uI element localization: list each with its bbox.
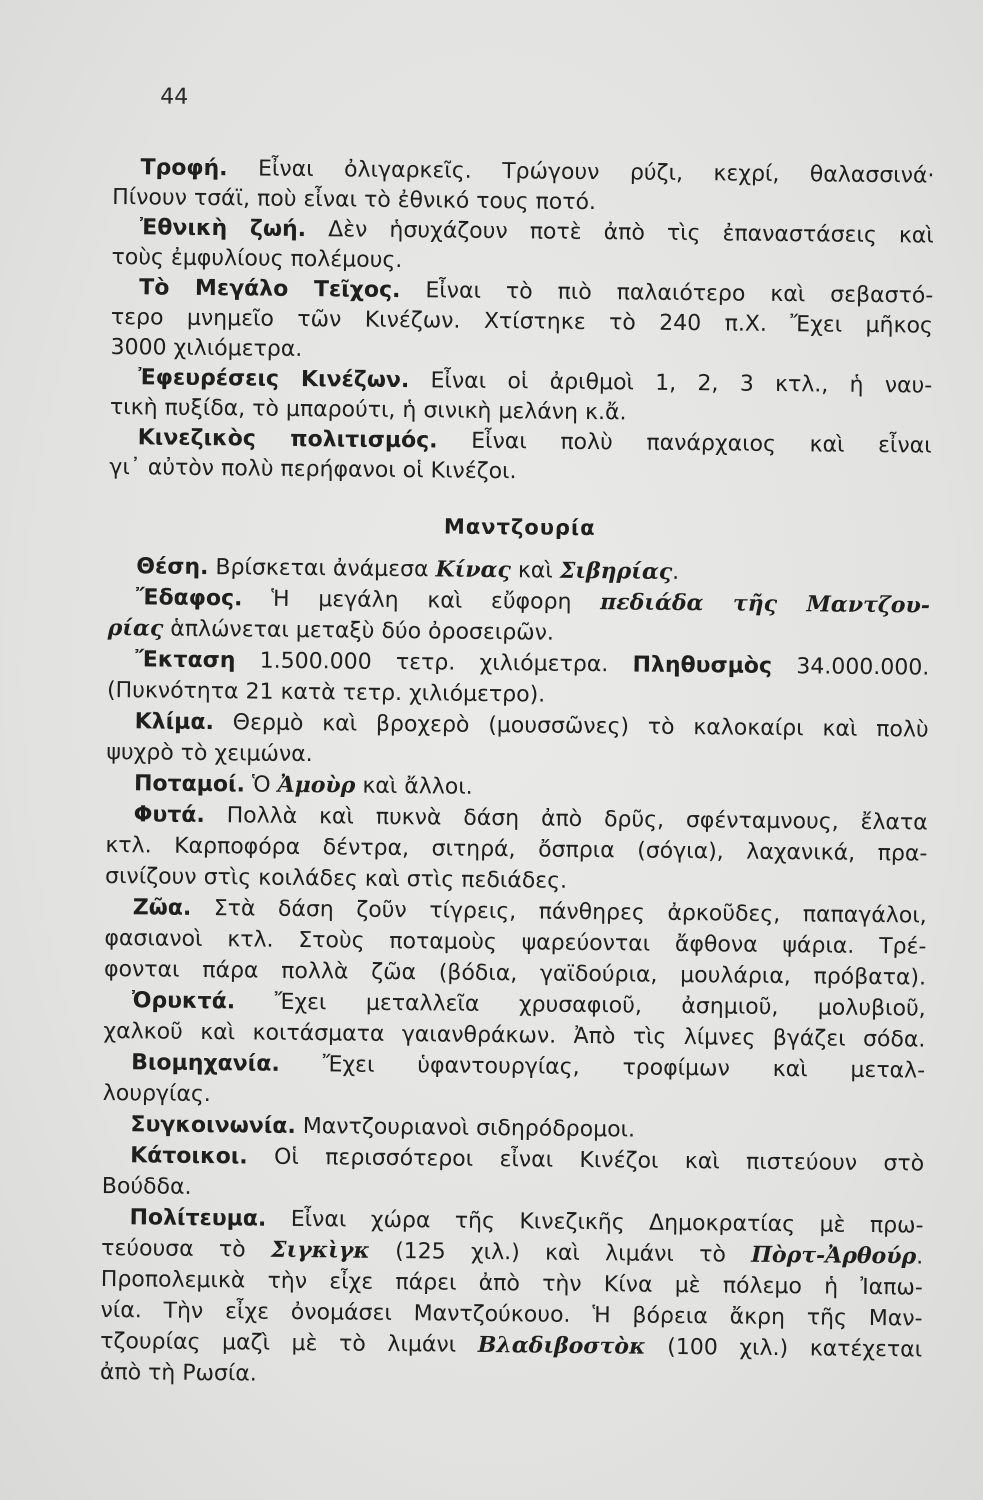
line-text: καὶ ἄλλοι.: [362, 773, 473, 800]
line-text: (100 χιλ.) κατέχεται: [667, 1334, 923, 1363]
place-name: Βλαδιβοστὸκ: [477, 1331, 646, 1360]
paragraph-inhabitants: [102, 1140, 925, 1211]
paragraph-term: Ἐθνικὴ ζωή.: [139, 215, 307, 243]
paragraph-term: Κλίμα.: [134, 709, 215, 736]
paragraph-great-wall: [110, 273, 933, 372]
line-text: ἁπλώνεται μεταξὺ δύο ὀροσειρῶν.: [170, 616, 555, 646]
line-text: Οἱ περισσότεροι εἶναι Κινέζοι καὶ πιστεύουν στὸ: [273, 1144, 925, 1177]
line-text: Βρίσκεται ἀνάμεσα: [215, 555, 429, 583]
paragraph-term: Ὀρυκτά.: [131, 988, 236, 1015]
paragraph-term: Ἔκταση: [135, 647, 236, 674]
line-text: Θερμὸ καὶ βροχερὸ (μουσσῶνες) τὸ καλοκαίρι καὶ πολὺ: [232, 710, 929, 743]
line-text: Εἶναι οἱ ἀριθμοὶ 1, 2, 3 κτλ., ἡ ναυ-: [430, 368, 933, 399]
paragraph-climate: [106, 706, 929, 777]
paragraph-national-life: [111, 213, 934, 282]
line-text: Ἔχει μεταλλεῖα χρυσαφιοῦ, ἀσημιοῦ, μολυβιοῦ,: [274, 989, 926, 1022]
paragraph-term: Ἔδαφος.: [135, 585, 243, 612]
paragraph-term: Τὸ Μεγάλο Τεῖχος.: [139, 275, 401, 304]
emphasized-text: πεδιάδα τῆς Μαντζου-: [600, 589, 931, 619]
line-text: Ἔχει ὑφαντουργίας, τροφίμων καὶ μεταλ-: [322, 1052, 926, 1084]
paragraph-term: Ζῶα.: [132, 895, 192, 921]
paragraph-plants: [105, 799, 928, 901]
line-text: Εἶναι πολὺ πανάρχαιος καὶ εἶναι: [471, 428, 932, 459]
place-name: Ἀμοὺρ: [277, 771, 356, 799]
line-text: κτλ. Καρποφόρα δέντρα, σιτηρά, ὄσπρια (σόγια), λαχανικά, πρα-: [105, 832, 928, 867]
line-text: .: [672, 559, 680, 585]
line-text: Στὰ δάση ζοῦν τίγρεις, πάνθηρες ἀρκοῦδες, παπαγάλοι,: [213, 896, 927, 929]
line-text: Ἡ μεγάλη καὶ εὔφορη: [271, 586, 572, 615]
line-text: Εἶναι ὀλιγαρκεῖς. Τρώγουν ρύζι, κεχρί, θαλασσινά·: [257, 156, 935, 189]
line-text: καὶ: [517, 558, 553, 584]
line-text: τοὺς ἐμφυλίους πολέμους.: [111, 245, 403, 274]
paragraph-term: Κάτοικοι.: [130, 1143, 248, 1170]
paragraph-term: Φυτά.: [133, 802, 205, 829]
line-text: Πίνουν τσάϊ, ποὺ εἶναι τὸ ἐθνικό τους ποτό.: [112, 185, 597, 216]
line-text: Μαντζουριανοὶ σιδηρόδρομοι.: [302, 1114, 636, 1143]
paragraph-civilization: [109, 423, 932, 492]
paragraph-term: Τροφή.: [140, 155, 228, 182]
paragraph-term: Κινεζικὸς πολιτισμός.: [137, 425, 438, 454]
line-text: φασιανοὶ κτλ. Στοὺς ποταμοὺς ψαρεύονται ἄφθονα ψάρια. Τρέ-: [104, 925, 927, 960]
line-text: (Πυκνότητα 21 κατὰ τετρ. χιλιόμετρο).: [106, 677, 546, 708]
paragraph-animals: [104, 892, 927, 994]
emphasized-text: ρίας: [107, 614, 164, 642]
line-text: τερο μνημεῖο τῶν Κινέζων. Χτίστηκε τὸ 240 π.Χ. Ἔχει μῆκος: [110, 305, 934, 339]
section-heading: Μαντζουρία: [443, 514, 596, 541]
paragraph-term: Ποταμοί.: [133, 771, 246, 798]
paragraph-inventions: [110, 363, 933, 432]
line-text: 1.500.000 τετρ. χιλιόμετρα.: [259, 648, 609, 678]
paragraph-area: [107, 644, 930, 715]
line-text: Ὁ: [251, 772, 271, 798]
line-text: νία. Τὴν εἶχε ὀνομάσει Μαντζούκουο. Ἡ βόρεια ἄκρη τῆς Μαν-: [100, 1297, 923, 1332]
manchuria-section: [100, 551, 931, 1397]
line-text: (125 χιλ.) καὶ λιμάνι τὸ: [395, 1239, 727, 1268]
line-text: Προπολεμικὰ τὴν εἶχε πάρει ἀπὸ τὴν Κίνα μὲ πόλεμο ἡ Ἰαπω-: [100, 1266, 923, 1301]
paragraph-food: [112, 153, 935, 222]
china-section: [109, 153, 934, 492]
place-name: Πὸρτ-Ἀρθούρ: [751, 1241, 917, 1270]
paragraph-industry: [103, 1047, 926, 1118]
line-text: τικὴ πυξίδα, τὸ μπαρούτι, ἡ σινικὴ μελάνη κ.ἄ.: [109, 394, 627, 426]
line-text: γι᾽ αὐτὸν πολὺ περήφανοι οἱ Κινέζοι.: [109, 454, 517, 485]
page-number: 44: [160, 84, 189, 110]
place-name: Σιβηρίας: [559, 557, 673, 585]
line-text: σινίζουν στὶς κοιλάδες καὶ στὶς πεδιάδες.: [104, 863, 568, 894]
paragraph-term: Ἐφευρέσεις Κινέζων.: [138, 365, 410, 394]
line-text: Εἶναι τὸ πιὸ παλαιότερο καὶ σεβαστό-: [425, 278, 934, 309]
line-text: 3000 χιλιόμετρα.: [110, 334, 303, 363]
line-text: Εἶναι χώρα τῆς Κινεζικῆς Δημοκρατίας μὲ πρω-: [290, 1206, 924, 1239]
line-text: λουργίας.: [102, 1080, 211, 1108]
paragraph-term: Θέση.: [136, 554, 209, 581]
line-text: ἀπὸ τὴ Ρωσία.: [99, 1359, 257, 1387]
paragraph-term: Συγκοινωνία.: [130, 1112, 296, 1139]
place-name: Σιγκὶγκ: [270, 1236, 370, 1264]
paragraph-term: Πληθυσμὸς: [632, 652, 773, 679]
place-name: Κίνας: [435, 556, 512, 584]
line-text: Δὲν ἡσυχάζουν ποτὲ ἀπὸ τὶς ἐπαναστάσεις καὶ: [328, 217, 934, 249]
line-text: Βούδδα.: [101, 1173, 192, 1200]
line-text: .: [916, 1244, 924, 1270]
line-text: Πολλὰ καὶ πυκνὰ δάση ἀπὸ δρῦς, σφένταμνους, ἔλατα: [226, 803, 928, 836]
line-text: τζουρίας μαζὶ μὲ τὸ λιμάνι: [100, 1328, 457, 1358]
paragraph-minerals: [103, 985, 926, 1056]
line-text: ψυχρὸ τὸ χειμώνα.: [106, 739, 313, 768]
paragraph-terrain: [108, 582, 931, 653]
paragraph-term: Βιομηχανία.: [131, 1050, 280, 1077]
line-text: φονται πάρα πολλὰ ζῶα (βόδια, γαϊδούρια, μουλάρια, πρόβατα).: [103, 956, 927, 991]
paragraph-government: [100, 1202, 924, 1397]
line-text: τεύουσα τὸ: [101, 1235, 246, 1263]
paragraph-term: Πολίτευμα.: [129, 1205, 267, 1232]
line-text: χαλκοῦ καὶ κοιτάσματα γαιανθράκων. Ἀπὸ τὶς λίμνες βγάζει σόδα.: [103, 1018, 926, 1053]
line-text: 34.000.000.: [796, 654, 930, 681]
